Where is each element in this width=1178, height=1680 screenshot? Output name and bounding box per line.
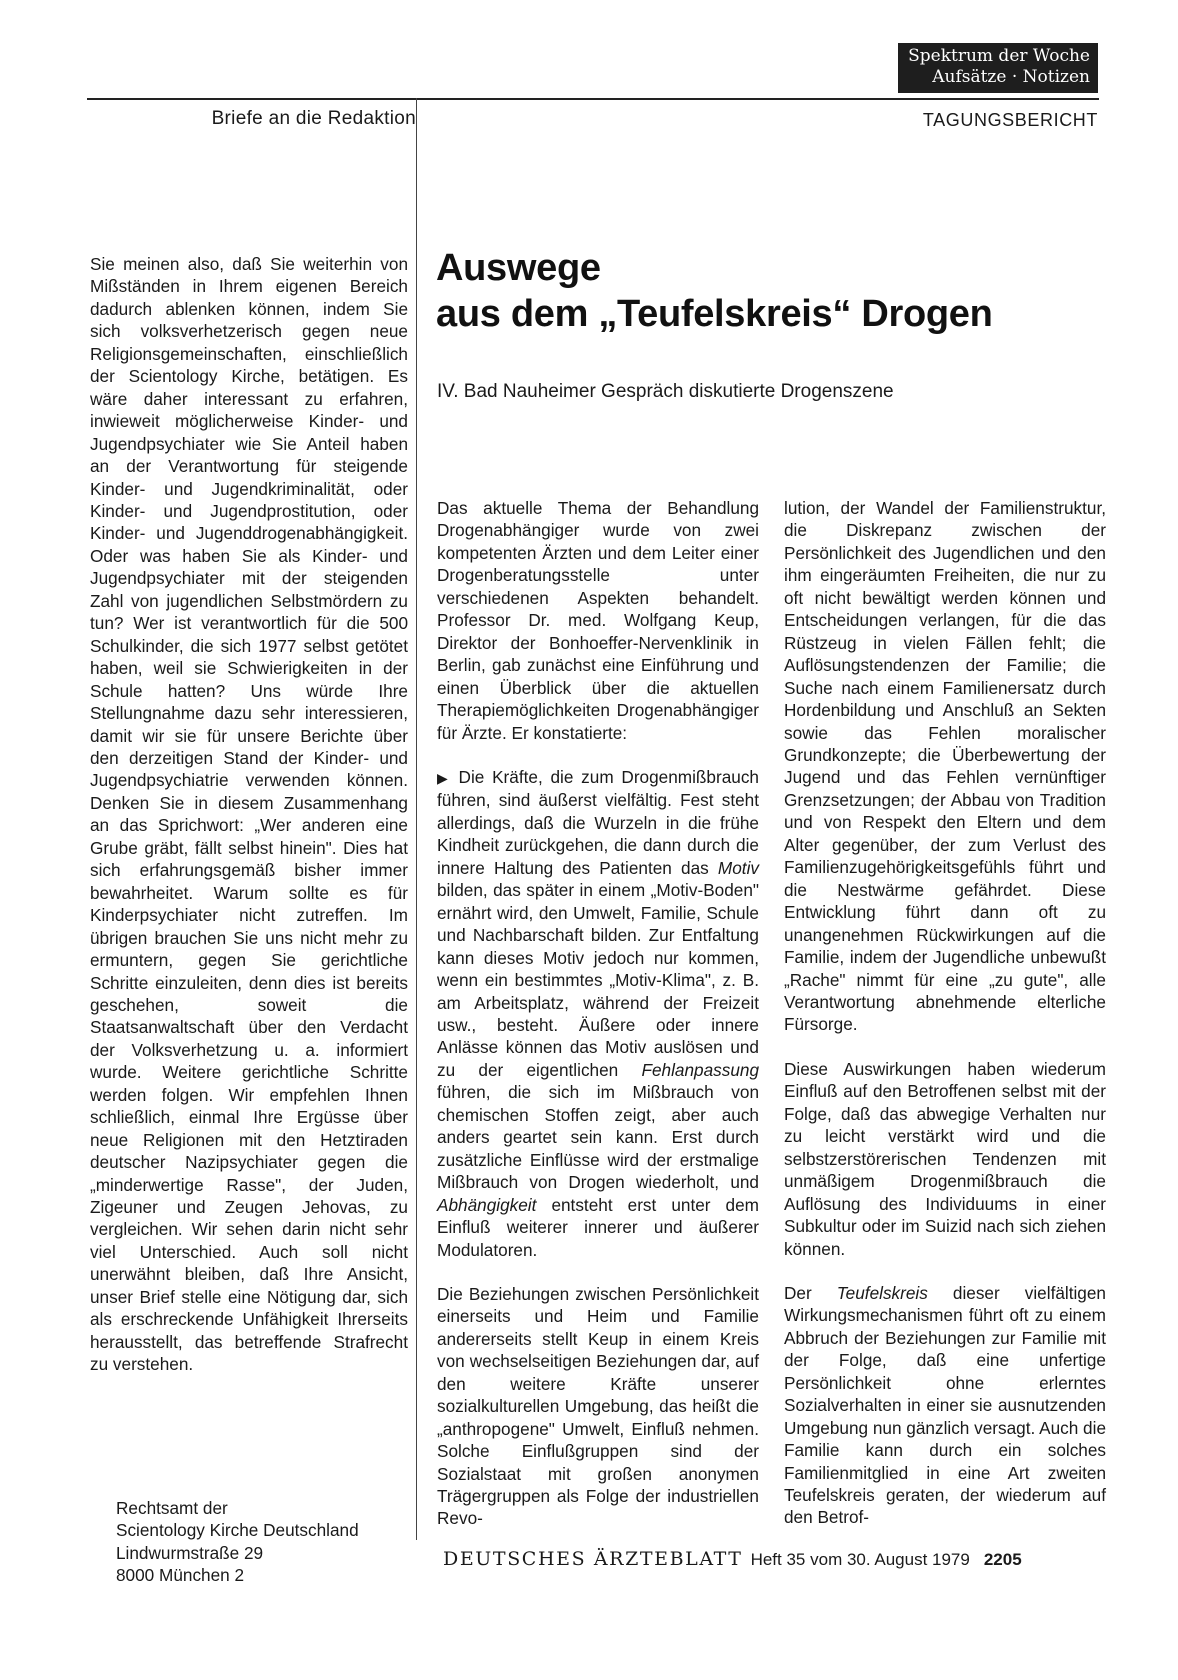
badge-line-2: Aufsätze · Notizen [932,67,1090,87]
italic-term: Fehlanpassung [641,1059,760,1080]
letter-body: Sie meinen also, daß Sie weiterhin von Mißständen in Ihrem eigenen Bereich dadurch ablenken können, indem Sie sich volksverhetzerisch gegen neue Religionsgemeinschaften, einschließlich der Scientology Kirche, betätigen. Es wäre daher interessant zu erfahren, inwieweit möglicherweise Kinder- und Jugendpsychiater wie Sie Anteil haben an der Verantwortung für steigende Kinder- und Jugendkriminalität, oder Kinder- und Jugendprostitution, oder Kinder- und Jugenddrogenabhängigkeit. Oder was haben Sie als Kinder- und Jugendpsychiater mit der steigenden Zahl von jugendlichen Selbstmördern zu tun? Wer ist verantwortlich für die 500 Schulkinder, die sich 1977 selbst getötet haben, weil sie Schwierigkeiten in der Schule hatten? Uns würde Ihre Stellungnahme dazu sehr interessieren, damit wir sie für unsere Berichte über den derzeitigen Stand der Kinder- und Jugendpsychiatrie verwenden können. Denken Sie in diesem Zusammenhang an das Sprichwort: „Wer anderen eine Grube gräbt, fällt selbst hinein". Dies hat sich erfahrungsgemäß bisher immer bewahrheitet. Warum sollte es für Kinderpsychiater nicht zutreffen. Im übrigen brauchen Sie uns nicht mehr zu ermuntern, gegen Sie gerichtliche Schritte einzuleiten, denn dies ist bereits geschehen, soweit die Staatsanwaltschaft über den Verdacht der Volksverhetzung u. a. informiert wurde. Weitere gerichtliche Schritte werden folgen. Wir empfehlen Ihnen schließlich, einmal Ihre Ergüsse über neue Religionen mit den Hetztiraden deutscher Nazipsychiater gegen die „minderwertige Rasse", der Juden, Zigeuner und Zeugen Jehovas, zu vergleichen. Wir sehen darin nicht sehr viel Unterschied. Auch soll nicht unerwähnt bleiben, daß Ihre Ansicht, unser Brief stelle eine Nötigung dar, sich als erschreckende Unfähigkeit Ihrerseits herausstellt, das betreffende Strafrecht zu verstehen. [90,254,408,1375]
signature-line: Rechtsamt der [116,1498,228,1518]
paragraph: Das aktuelle Thema der Behandlung Drogenabhängiger wurde von zwei kompetenten Ärzten und dem Leiter einer Drogenberatungsstelle unter verschiedenen Aspekten behandelt. Professor Dr. med. Wolfgang Keup, Direktor der Bonhoeffer-Nervenklinik in Berlin, gab zunächst eine Einführung und einen Überblick über die aktuellen Therapiemöglichkeiten Drogenabhängiger für Ärzte. Er konstatierte: [437,498,759,743]
title-line-2: aus dem „Teufelskreis“ Drogen [436,293,993,335]
page-number: 2205 [983,1550,1022,1569]
letter-column [90,253,408,1398]
page-footer [443,1548,1022,1570]
article-title [436,245,993,337]
right-section-heading: TAGUNGSBERICHT [922,110,1098,130]
letter-signature [116,1497,359,1587]
column-divider [416,98,417,1540]
issue-info: Heft 35 vom 30. August 1979 [750,1550,970,1569]
text-run: dieser vielfältigen Wirkungsmechanismen führt oft zu einem Abbruch der Beziehungen zur Familie mit der Folge, daß eine unfertige Persönlichkeit ohne erlerntes Sozialverhalten in einer sie ausnutzenden Umgebung nun gänzlich versagt. Auch die Familie kann durch ein solches Familienmitglied in eine Art zweiten Teufelskreis geraten, der wiederum auf den Betrof- [784,1282,1106,1528]
top-rule [87,98,1099,100]
title-line-1: Auswege [436,247,601,289]
signature-line: Scientology Kirche Deutschland [116,1520,359,1541]
bullet-triangle-icon: ▶ [437,769,451,786]
article-column-middle [437,497,759,1552]
paragraph [784,1282,1106,1529]
left-section-heading: Briefe an die Redaktion [211,108,416,129]
italic-term: Motiv [717,857,759,878]
text-run: Der [784,1282,812,1303]
text-run: führen, die sich im Mißbrauch von chemischen Stoffen zeigt, aber auch anders geartet sein kann. Erst durch zusätzliche Einflüsse wird der erstmalige Mißbrauch von Drogen wiederholt, und [437,1082,759,1193]
paragraph [437,766,759,1261]
text-run: Die Kräfte, die zum Drogenmißbrauch führen, sind äußerst vielfältig. Fest steht allerdings, daß die Wurzeln in die frühe Kindheit zurückgehen, die dann durch die innere Haltung des Patienten das [437,766,759,878]
signature-line: Lindwurmstraße 29 [116,1542,264,1563]
section-badge [898,43,1098,93]
text-run: entsteht erst unter dem Einfluß weiterer innerer und äußerer Modulatoren. [437,1194,759,1260]
paragraph: Die Beziehungen zwischen Persönlichkeit einerseits und Heim und Familie andererseits stellt Keup in einem Kreis von wechselseitigen Beziehungen dar, auf den weitere Kräfte unserer sozialkulturellen Umgebung, das heißt die „anthropogene" Umwelt, Einfluß nehmen. Solche Einflußgruppen sind der Sozialstaat mit großen anonymen Trägergruppen als Folge der industriellen Revo- [437,1283,759,1529]
journal-name: DEUTSCHES ÄRZTEBLATT [443,1548,743,1570]
paragraph: Diese Auswirkungen haben wiederum Einfluß auf den Betroffenen selbst mit der Folge, daß das abwegige Verhalten nur zu leicht verstärkt wird und die selbstzerstörerischen Tendenzen mit unmäßigem Drogenmißbrauch die Auflösung des Individuums in einer Subkultur oder im Suizid nach sich ziehen können. [784,1058,1106,1259]
badge-line-1: Spektrum der Woche [908,46,1090,66]
italic-term: Teufelskreis [836,1282,928,1303]
article-subtitle: IV. Bad Nauheimer Gespräch diskutierte Drogenszene [437,381,894,402]
signature-line: 8000 München 2 [116,1565,245,1586]
paragraph: lution, der Wandel der Familienstruktur, die Diskrepanz zwischen der Persönlichkeit des Jugendlichen und den ihm eingeräumten Freiheiten, die nur zu oft nicht bewältigt werden können und Entscheidungen verlangen, für die das Rüstzeug in vielen Fällen fehlt; die Auflösungstendenzen der Familie; die Suche nach einem Familienersatz durch Hordenbildung und Anschluß an Sekten sowie das Fehlen moralischer Grundkonzepte; die Überbewertung der Jugend und das Fehlen vernünftiger Grenzsetzungen; der Abbau von Tradition und von Respekt den Eltern und dem Alter gegenüber, der zum Verlust des Familienzugehörigkeitsgefühls führt und die Nestwärme gefährdet. Diese Entwicklung führt dann oft zu unangenehmen Rückwirkungen auf die Familie, indem der Jugendliche unbewußt „Rache" nimmt für eine „zu gute", alle Verantwortung abnehmende elterliche Fürsorge. [784,498,1106,1035]
article-column-right [784,497,1106,1551]
text-run: bilden, das später in einem „Motiv-Boden" ernährt wird, den Umwelt, Familie, Schule und Nachbarschaft bilden. Zur Entfaltung kann dieses Motiv jedoch nur kommen, wenn ein bestimmtes „Motiv-Klima", z. B. am Arbeitsplatz, während der Freizeit usw., besteht. Äußere oder innere Anlässe können das Motiv auslösen und zu der eigentlichen [437,880,759,1080]
italic-term: Abhängigkeit [437,1194,537,1215]
